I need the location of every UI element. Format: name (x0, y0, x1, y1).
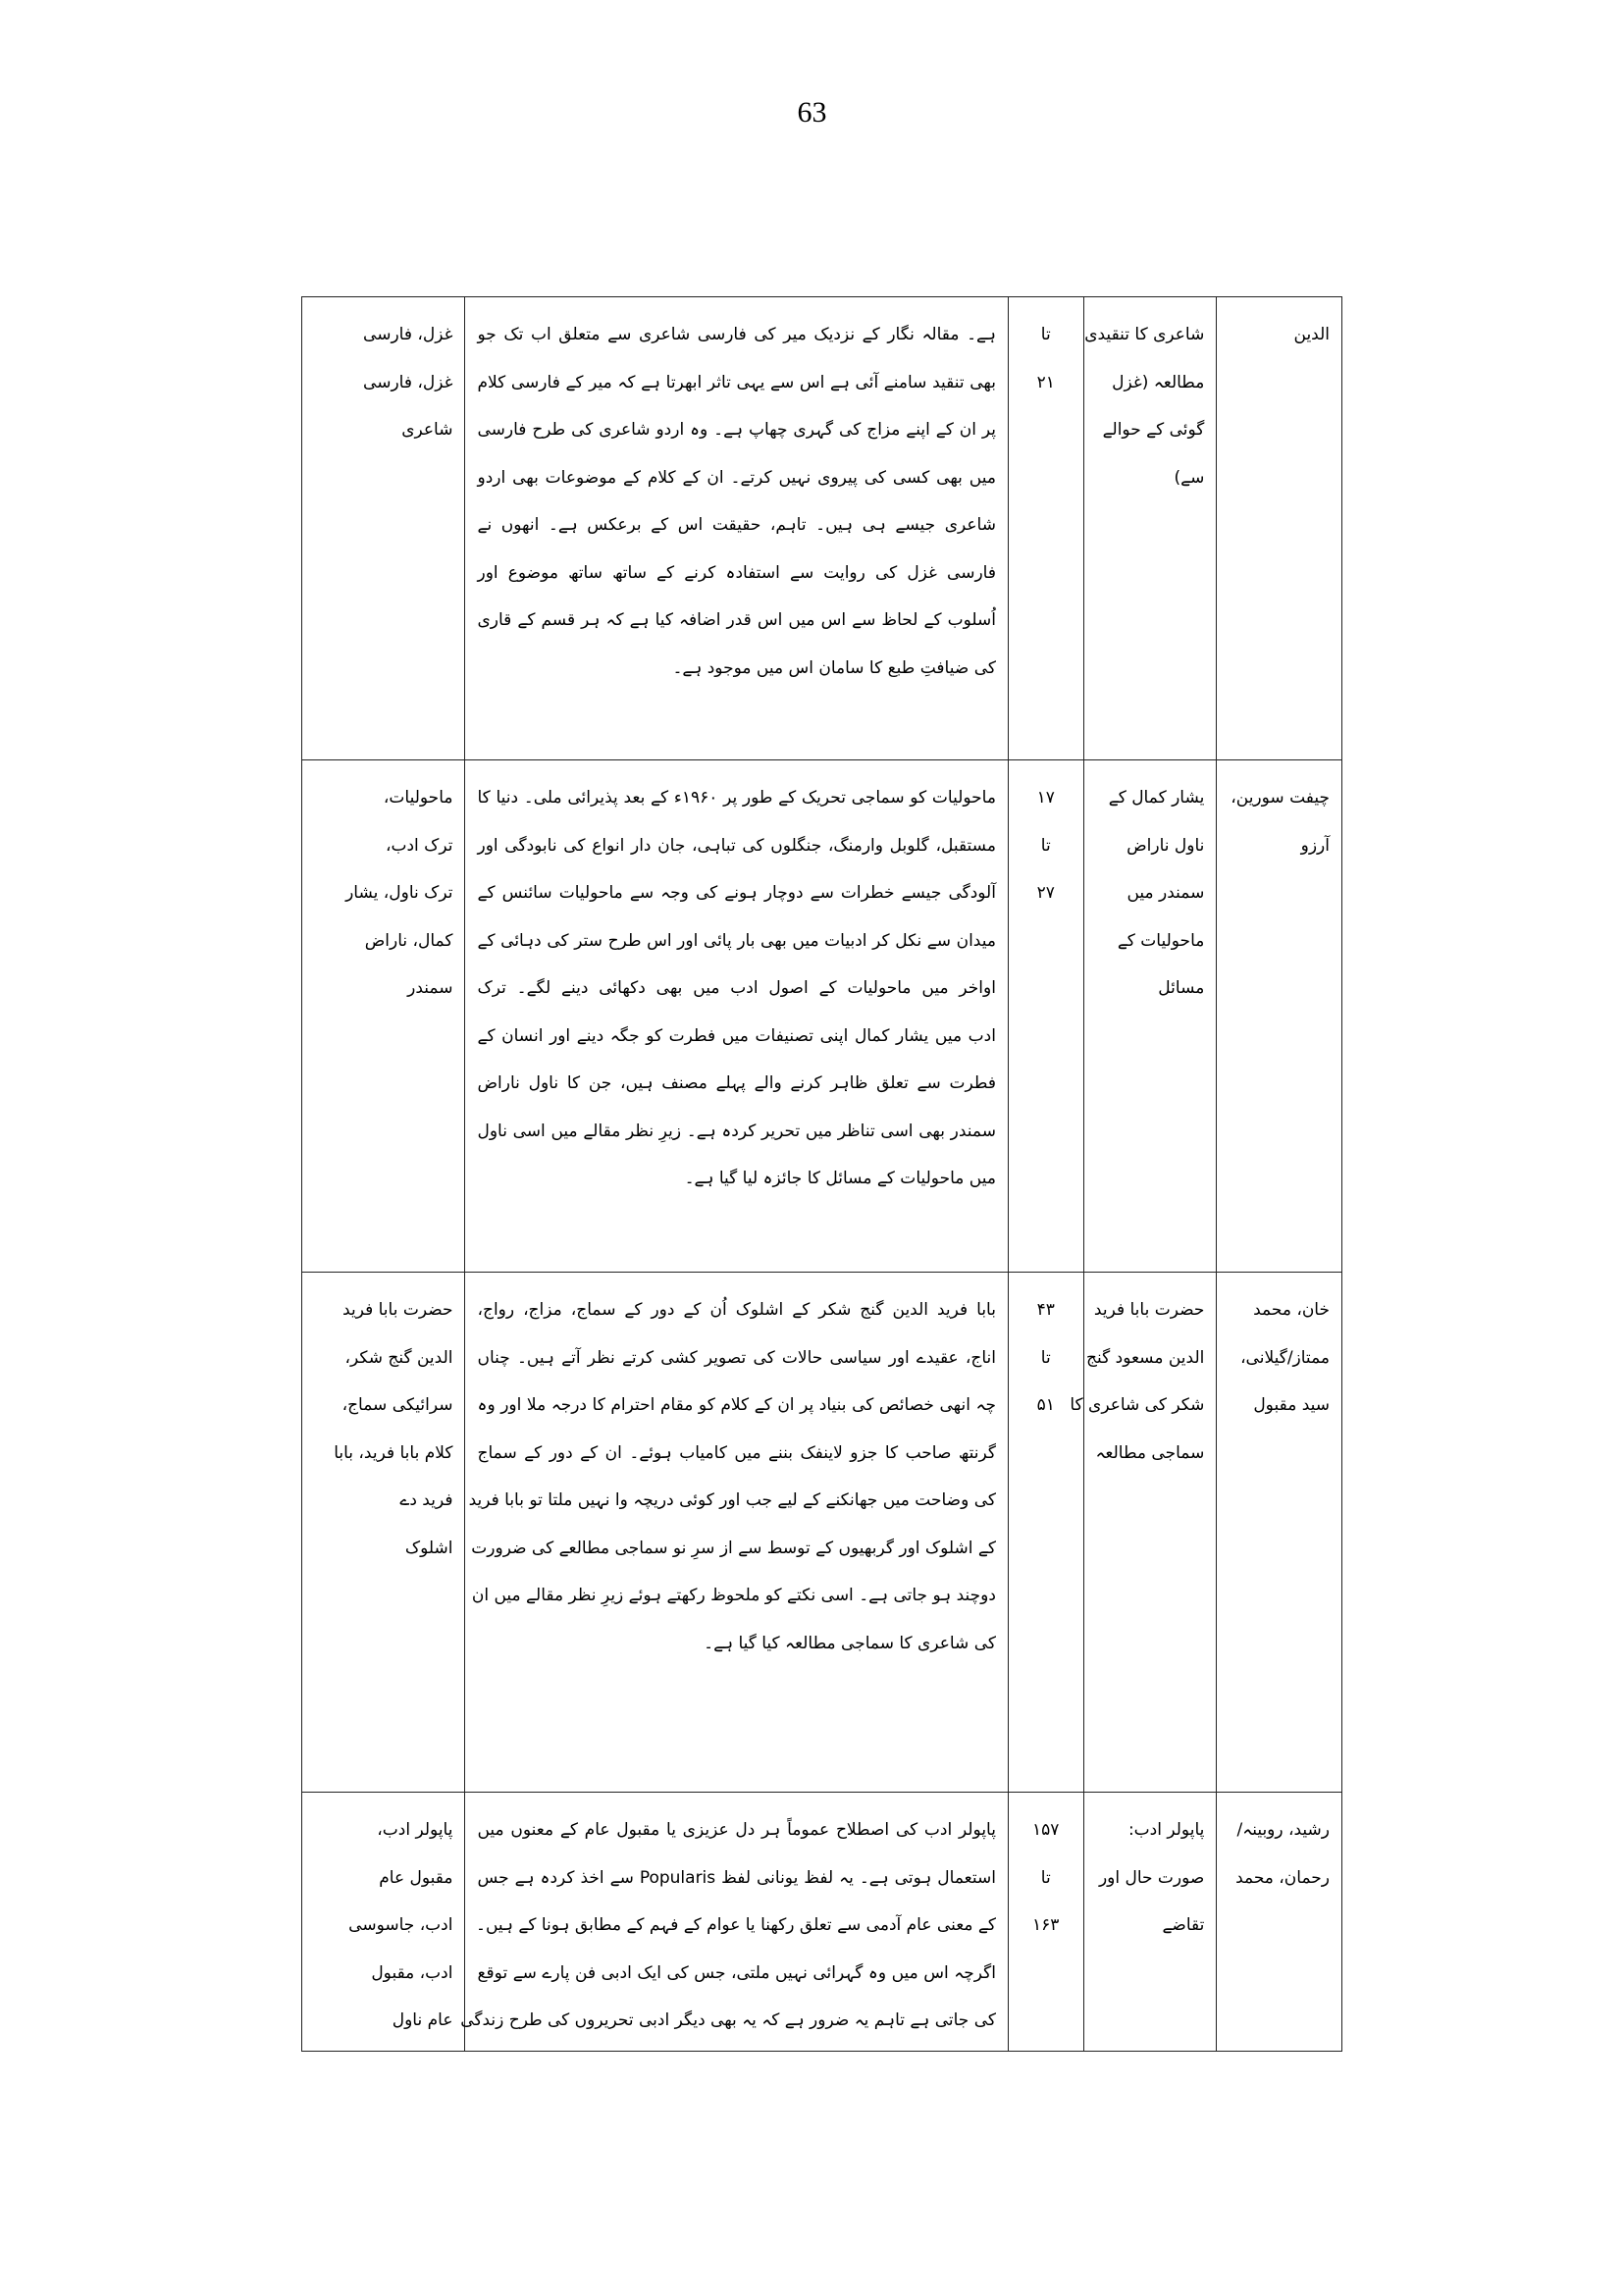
pages-cell (1008, 297, 1083, 760)
keywords-cell (302, 1273, 465, 1793)
title-line: یشار کمال کے (1108, 788, 1205, 808)
summary-line: کے اشلوک اور گربھیوں کے توسط سے از سرِ نو سماجی مطالعے کی ضرورت (471, 1538, 996, 1558)
pages-line: ۲۷ (1036, 883, 1055, 903)
summary-line: بھی تنقید سامنے آئی ہے اس سے یہی تاثر ابھرتا ہے کہ میر کے فارسی کلام (477, 372, 996, 392)
summary-line: میں ماحولیات کے مسائل کا جائزہ لیا گیا ہے۔ (684, 1169, 996, 1188)
summary-line: میدان سے نکل کر ادبیات میں بھی بار پائی اور اس طرح ستر کی دہائی کے (477, 930, 996, 951)
table-row (302, 297, 1342, 760)
pages-line: ۲۱ (1036, 372, 1055, 392)
summary-cell (465, 760, 1008, 1273)
summary-line: ادب میں یشار کمال اپنی تصنیفات میں فطرت کو جگہ دینے اور انسان کے (477, 1025, 996, 1046)
title-line: گوئی کے حوالے (1102, 420, 1205, 440)
summary-line: پاپولر ادب کی اصطلاح عموماً ہر دل عزیزی یا مقبول عام کے معنوں میں (477, 1820, 996, 1840)
table-row (302, 1793, 1342, 2052)
author-line: رحمان، محمد (1235, 1867, 1330, 1888)
title-line: صورت حال اور (1098, 1867, 1205, 1888)
title-line: ماحولیات کے (1117, 930, 1205, 951)
keywords-line: سمندر (407, 978, 453, 998)
summary-line: دوچند ہو جاتی ہے۔ اسی نکتے کو ملحوظ رکھتے ہوئے زیرِ نظر مقالے میں ان (471, 1586, 996, 1605)
keywords-line: ماحولیات، (383, 788, 453, 808)
keywords-cell (302, 1793, 465, 2052)
summary-line: اواخر میں ماحولیات کے اصول ادب میں بھی دکھائی دینے لگے۔ ترک (477, 978, 996, 998)
author-line: سید مقبول (1253, 1395, 1330, 1415)
pages-line: تا (1040, 1867, 1051, 1888)
summary-line: اناج، عقیدے اور سیاسی حالات کی تصویر کشی کرتے نظر آتے ہیں۔ چناں (477, 1347, 996, 1368)
title-line: مطالعہ (غزل (1112, 372, 1205, 392)
table-body (302, 297, 1342, 2052)
table-row (302, 1273, 1342, 1793)
summary-line: میں بھی کسی کی پیروی نہیں کرتے۔ ان کے کلام کے موضوعات بھی اردو (477, 467, 996, 488)
keywords-line: شاعری (401, 420, 453, 440)
summary-line: کی ضیافتِ طبع کا سامان اس میں موجود ہے۔ (672, 657, 996, 678)
title-line: سے) (1174, 467, 1205, 488)
keywords-line: غزل، فارسی (363, 325, 453, 344)
author-cell (1217, 297, 1342, 760)
summary-line: ہے۔ مقالہ نگار کے نزدیک میر کی فارسی شاعری سے متعلق اب تک جو (477, 325, 996, 344)
title-line: شکر کی شاعری کا (1070, 1395, 1205, 1415)
pages-cell (1008, 1793, 1083, 2052)
summary-line: کے معنی عام آدمی سے تعلق رکھنا یا عوام کے فہم کے مطابق ہونا کے ہیں۔ (476, 1915, 996, 1935)
summary-line: آلودگی جیسے خطرات سے دوچار ہونے کی وجہ سے ماحولیات سائنس کے (477, 883, 996, 903)
pages-cell (1008, 760, 1083, 1273)
author-line: ممتاز/گیلانی، (1240, 1347, 1330, 1368)
author-line: چیفت سورین، (1231, 788, 1330, 808)
title-cell (1083, 1793, 1217, 2052)
keywords-line: فرید دے (399, 1490, 453, 1510)
summary-line: کی جاتی ہے تاہم یہ ضرور ہے کہ یہ بھی دیگر ادبی تحریروں کی طرح زندگی (460, 2010, 996, 2030)
summary-cell (460, 1793, 1008, 2052)
summary-line: فطرت سے تعلق ظاہر کرنے والے پہلے مصنف ہیں، جن کا ناول ناراض (477, 1073, 996, 1093)
bibliography-table (301, 296, 1342, 2052)
author-cell (1217, 1793, 1342, 2052)
pages-line: ۱۵۷ (1032, 1820, 1060, 1840)
pages-cell (1008, 1273, 1083, 1793)
summary-line: چہ انھی خصائص کی بنیاد پر ان کے کلام کو مقام احترام کا درجہ ملا اور وہ (477, 1395, 996, 1415)
author-cell (1217, 1273, 1342, 1793)
pages-line: ۱۷ (1036, 788, 1055, 808)
keywords-line: سرائیکی سماج، (341, 1395, 453, 1415)
keywords-line: اشلوک (404, 1538, 453, 1558)
keywords-line: غزل، فارسی (363, 372, 453, 392)
summary-line: اُسلوب کے لحاظ سے اس میں اس قدر اضافہ کیا ہے کہ ہر قسم کے قاری (477, 610, 996, 630)
summary-line: استعمال ہوتی ہے۔ یہ لفظ یونانی لفظ Popularis سے اخذ کردہ ہے جس (477, 1867, 996, 1888)
author-cell (1217, 760, 1342, 1273)
author-line: خان، محمد (1253, 1300, 1330, 1320)
pages-line: تا (1040, 835, 1051, 856)
title-line: تقاضے (1162, 1915, 1205, 1935)
pages-line: ۱۶۳ (1032, 1915, 1060, 1935)
keywords-line: کمال، ناراض (364, 930, 453, 951)
summary-line: کی شاعری کا سماجی مطالعہ کیا گیا ہے۔ (704, 1633, 996, 1653)
summary-cell (465, 297, 1008, 760)
keywords-line: ادب، جاسوسی (348, 1915, 453, 1935)
summary-line: سمندر بھی اسی تناظر میں تحریر کردہ ہے۔ زیرِ نظر مقالے میں اسی ناول (477, 1121, 996, 1141)
title-line: پاپولر ادب: (1127, 1820, 1205, 1840)
keywords-line: ادب، مقبول (371, 1962, 453, 1983)
summary-line: ماحولیات کو سماجی تحریک کے طور پر ۱۹۶۰ء کے بعد پذیرائی ملی۔ دنیا کا (477, 788, 996, 808)
title-line: سمندر میں (1126, 883, 1205, 903)
summary-line: پر ان کے اپنے مزاج کی گہری چھاپ ہے۔ وہ اردو شاعری کی طرح فارسی (477, 420, 996, 440)
keywords-line: ترک ادب، (385, 835, 453, 856)
keywords-line: ترک ناول، یشار (345, 883, 453, 903)
summary-cell (465, 1273, 1008, 1793)
title-line: مسائل (1158, 978, 1205, 998)
pages-line: تا (1040, 1347, 1051, 1368)
summary-line: اگرچہ اس میں وہ گہرائی نہیں ملتی، جس کی ایک ادبی فن پارے سے توقع (477, 1962, 996, 1983)
keywords-cell (302, 760, 465, 1273)
table-row (302, 760, 1342, 1273)
keywords-line: الدین گنج شکر، (344, 1347, 453, 1368)
title-line: حضرت بابا فرید (1093, 1300, 1205, 1320)
keywords-line: حضرت بابا فرید (342, 1300, 453, 1320)
pages-line: ۴۳ (1036, 1300, 1055, 1320)
summary-line: فارسی غزل کی روایت سے استفادہ کرنے کے ساتھ ساتھ موضوع اور (477, 562, 996, 583)
summary-line: گرنتھ صاحب کا جزو لاینفک بننے میں کامیاب ہوئے۔ ان کے دور کے سماج (477, 1442, 996, 1463)
title-line: سماجی مطالعہ (1095, 1442, 1205, 1463)
keywords-line: عام ناول (392, 2010, 453, 2030)
summary-line: بابا فرید الدین گنج شکر کے اشلوک اُن کے دور کے سماج، مزاج، رواج، (477, 1300, 996, 1320)
keywords-line: مقبول عام (379, 1867, 453, 1888)
title-cell (1083, 760, 1217, 1273)
summary-line: شاعری جیسے ہی ہیں۔ تاہم، حقیقت اس کے برعکس ہے۔ انھوں نے (477, 515, 996, 535)
summary-line: مستقبل، گلوبل وارمنگ، جنگلوں کی تباہی، جان دار انواع کی نابودگی اور (477, 835, 996, 856)
page-number: 63 (797, 96, 827, 129)
title-line: شاعری کا تنقیدی (1084, 325, 1205, 344)
keywords-line: کلام بابا فرید، بابا (334, 1442, 453, 1463)
author-line: آرزو (1300, 835, 1330, 856)
title-line: الدین مسعود گنج (1086, 1347, 1205, 1368)
author-line: الدین (1293, 325, 1330, 344)
pages-line: ۵۱ (1036, 1395, 1055, 1415)
title-cell (1070, 1273, 1217, 1793)
author-line: رشید، روبینہ/ (1236, 1820, 1330, 1840)
keywords-cell (302, 297, 465, 760)
summary-line: کی وضاحت میں جھانکنے کے لیے جب اور کوئی دریچہ وا نہیں ملتا تو بابا فرید (468, 1490, 996, 1510)
title-cell (1083, 297, 1217, 760)
keywords-line: پاپولر ادب، (377, 1820, 453, 1840)
title-line: ناول ناراض (1126, 835, 1205, 856)
pages-line: تا (1040, 325, 1051, 344)
